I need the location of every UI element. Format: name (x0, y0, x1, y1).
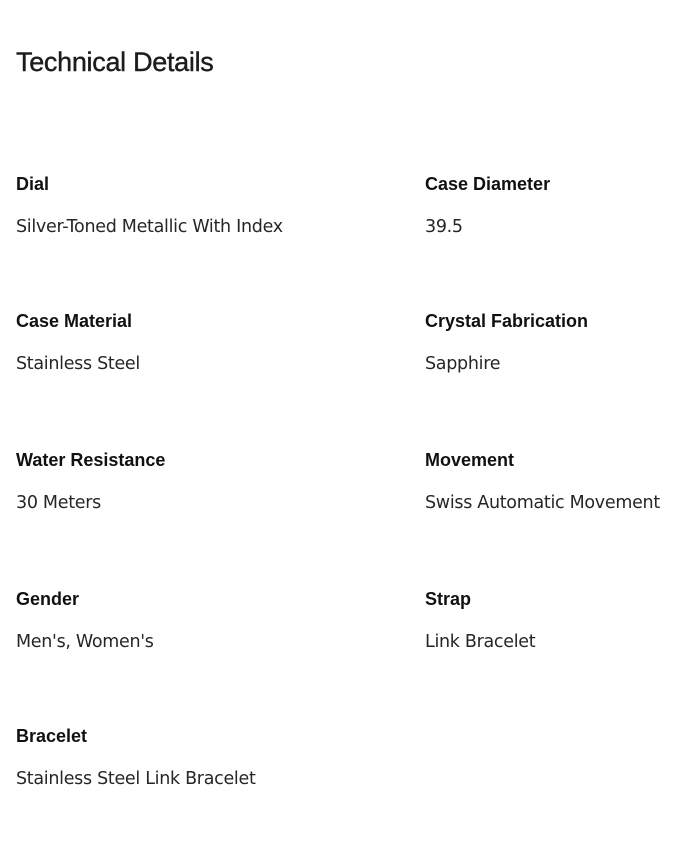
spec-dial (16, 174, 316, 237)
spec-movement (425, 450, 697, 513)
spec-strap (425, 589, 697, 652)
spec-value: Stainless Steel (16, 354, 140, 374)
spec-label: Gender (16, 589, 80, 609)
spec-label: Water Resistance (16, 450, 166, 470)
spec-value: 39.5 (425, 217, 463, 237)
spec-label: Case Diameter (425, 174, 551, 194)
spec-label: Case Material (16, 311, 133, 331)
spec-value: 30 Meters (16, 493, 101, 513)
spec-label: Bracelet (16, 726, 88, 746)
spec-case-diameter (425, 174, 697, 237)
spec-gender (16, 589, 316, 652)
spec-value: Swiss Automatic Movement (425, 493, 660, 513)
spec-label: Dial (16, 174, 50, 194)
spec-value: Men's, Women's (16, 632, 154, 652)
spec-value: Link Bracelet (425, 632, 536, 652)
spec-bracelet (16, 726, 316, 789)
spec-label: Strap (425, 589, 472, 609)
spec-water-resistance (16, 450, 316, 513)
spec-label: Movement (425, 450, 515, 470)
section-title: Technical Details (16, 47, 214, 77)
spec-case-material (16, 311, 316, 374)
spec-value: Stainless Steel Link Bracelet (16, 769, 256, 789)
spec-crystal-fabrication (425, 311, 697, 374)
spec-label: Crystal Fabrication (425, 311, 589, 331)
spec-value: Sapphire (425, 354, 501, 374)
spec-value: Silver-Toned Metallic With Index (16, 217, 283, 237)
